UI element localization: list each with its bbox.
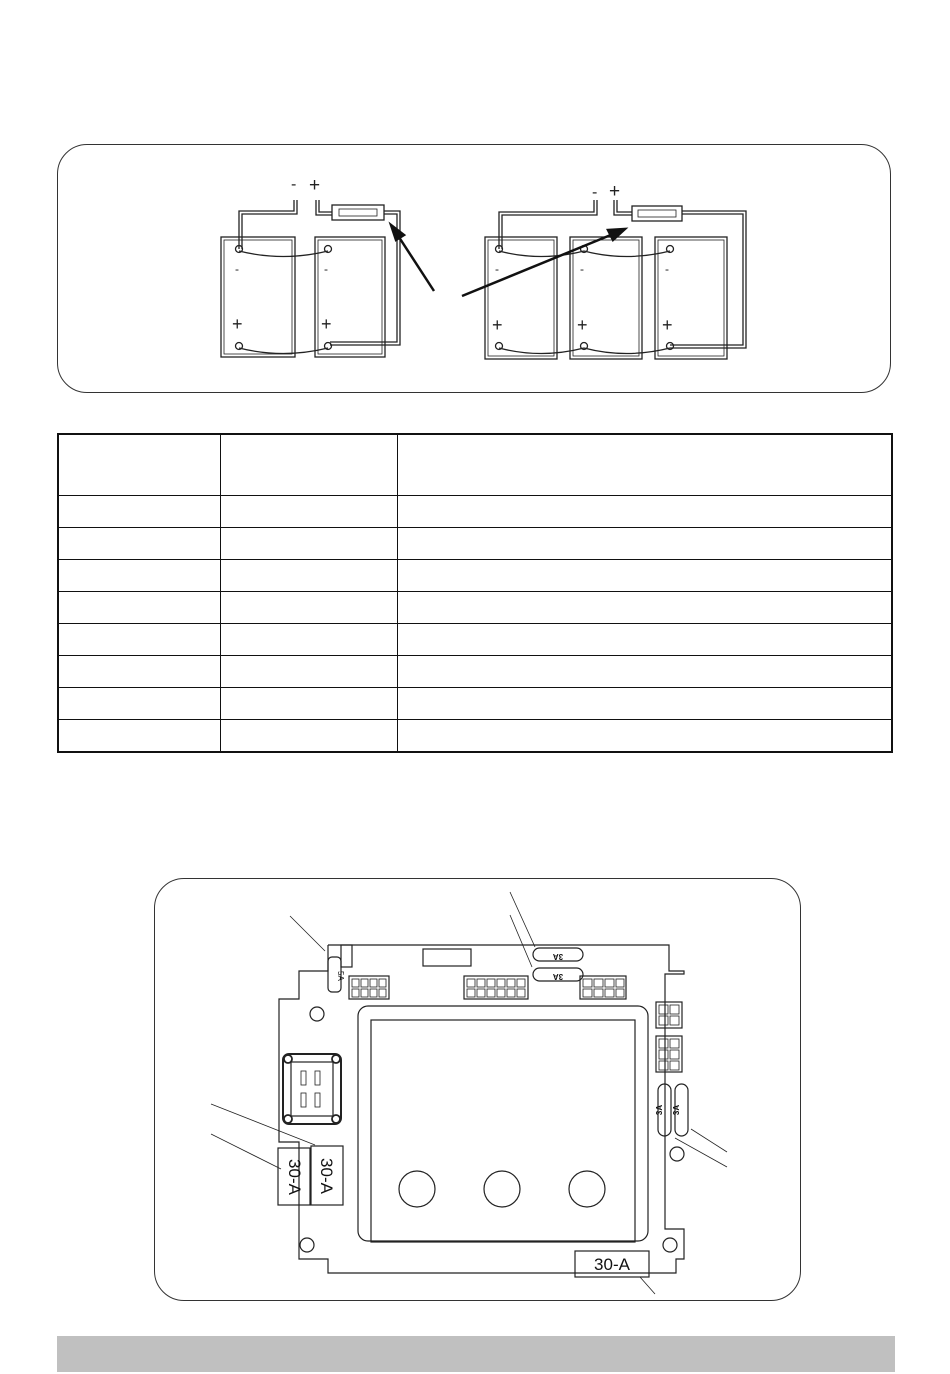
connector [656,1036,682,1072]
mount-hole [310,1007,324,1021]
fuse-rating-label: 30-A [285,1159,304,1195]
cell-negative-mark: - [235,262,239,276]
fuse-rating-label: 3A [552,972,564,981]
table-cell [397,496,892,528]
fuse-holder [632,206,682,221]
fuse-rating-label: 3A [672,1104,681,1116]
controller-board-diagram-panel [154,878,801,1301]
leader-line [691,1129,727,1152]
table-row [58,592,892,624]
board-outline [279,945,684,1273]
table-cell [58,496,220,528]
connector [656,1002,682,1028]
leader-line [290,916,325,951]
positive-terminal-label: + [609,181,621,202]
table-cell [58,656,220,688]
table-cell [397,592,892,624]
cell-positive-mark: + [577,315,588,335]
table-cell [58,528,220,560]
leader-line [640,1277,655,1294]
table-cell [58,592,220,624]
fuse-holder [332,205,384,220]
battery-wiring-diagram-panel [57,144,891,393]
table-cell [397,624,892,656]
cell-negative-mark: - [580,262,584,276]
fuse-rating-label: 5A [336,971,345,981]
fuse-spec-table [57,433,893,753]
table-cell [220,656,397,688]
table-cell [397,560,892,592]
mount-hole [300,1238,314,1252]
table-cell [58,688,220,720]
connector [349,976,389,999]
battery-cell [315,237,385,357]
power-connector-inner [291,1062,333,1116]
mount-hole [663,1238,677,1252]
leader-line [211,1134,281,1169]
table-row [58,624,892,656]
table-row [58,688,892,720]
leader-line [510,915,532,967]
table-cell [58,560,220,592]
leader-line [675,1138,727,1167]
capacitor-circle [399,1171,435,1207]
heatsink-block [358,1006,648,1241]
fuse-rating-label: 30-A [317,1158,336,1194]
table-header-row [58,434,892,496]
table-row [58,528,892,560]
cell-negative-mark: - [495,262,499,276]
leader-line [510,892,535,947]
mount-hole [670,1147,684,1161]
fuse-holder [341,945,352,967]
board-label-box [423,949,471,966]
connector [464,976,528,999]
battery-wiring-diagram [58,145,892,394]
table-cell [397,656,892,688]
pointer-arrow [395,231,434,291]
table-row [58,560,892,592]
table-header-cell [58,434,220,496]
controller-board-diagram [155,879,802,1302]
table-cell [220,592,397,624]
battery-cell [655,237,727,359]
cell-positive-mark: + [232,314,243,334]
capacitor-circle [569,1171,605,1207]
footer-bar [57,1336,895,1372]
capacitor-circle [484,1171,520,1207]
table-row [58,720,892,753]
table-cell [220,688,397,720]
table-cell [220,624,397,656]
cell-positive-mark: + [321,314,332,334]
power-connector [283,1054,341,1124]
table-row [58,656,892,688]
table-row [58,496,892,528]
table-cell [220,560,397,592]
cell-negative-mark: - [665,262,669,276]
table-cell [58,720,220,753]
table-cell [58,624,220,656]
cell-positive-mark: + [492,315,503,335]
negative-terminal-label: - [291,176,297,193]
heatsink-inner [371,1020,635,1242]
cell-negative-mark: - [324,262,328,276]
table-cell [220,720,397,753]
table-cell [397,688,892,720]
table-cell [220,528,397,560]
table-cell [397,528,892,560]
negative-terminal-label: - [592,184,598,201]
fuse-rating-label: 3A [655,1104,664,1116]
fuse-rating-label: 3A [552,952,564,961]
table-header-cell [397,434,892,496]
positive-terminal-label: + [309,175,321,196]
table-cell [220,496,397,528]
fuse-rating-label: 30-A [594,1255,630,1274]
cell-positive-mark: + [662,315,673,335]
table-header-cell [220,434,397,496]
table-cell [397,720,892,753]
